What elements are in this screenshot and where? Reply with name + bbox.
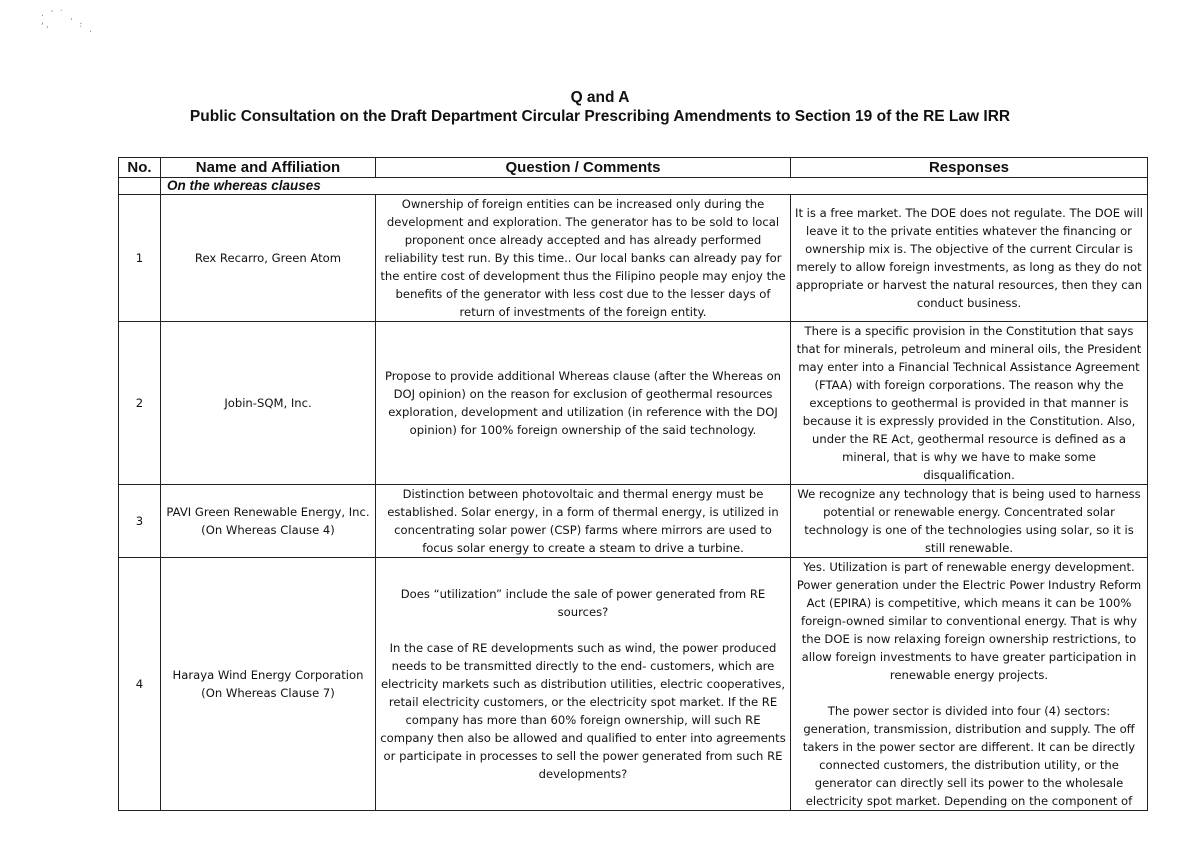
question-text: Propose to provide additional Whereas clause (after the Whereas on DOJ opinion) on the reason for exclusion of geothermal resources exploration, development and utilization (in reference with the DOJ opinion) for 100% foreign ownership of the said technology. xyxy=(384,369,782,437)
row-number: 4 xyxy=(119,558,161,811)
row-question xyxy=(376,485,791,558)
row-response xyxy=(791,485,1148,558)
table-row xyxy=(119,195,1148,322)
response-text: We recognize any technology that is being used to harness potential or renewable energy. Concentrated solar technology is one of the technologies using solar, so it is still renewable. xyxy=(797,487,1141,555)
row-number: 2 xyxy=(119,322,161,485)
col-header-responses: Responses xyxy=(791,158,1148,178)
row-number: 3 xyxy=(119,485,161,558)
row-question xyxy=(376,322,791,485)
section-label: On the whereas clauses xyxy=(161,178,1148,195)
row-question xyxy=(376,558,791,811)
row-response xyxy=(791,558,1148,811)
row-response xyxy=(791,322,1148,485)
document-subtitle: Public Consultation on the Draft Department Circular Prescribing Amendments to Section 19 of the RE Law IRR xyxy=(189,108,1011,125)
table-header-row xyxy=(119,158,1148,178)
response-text: It is a free market. The DOE does not regulate. The DOE will leave it to the private entities whatever the financing or ownership mix is. The objective of the current Circular is merely to allow foreign investments, as long as they do not appropriate or harvest the natural resources, then they can conduct business. xyxy=(795,206,1143,310)
response-text: There is a specific provision in the Constitution that says that for minerals, petroleum and mineral oils, the President may enter into a Financial Technical Assistance Agreement (FTAA) with foreign corporations. The reason why the exceptions to geothermal is provided in that manner is because it is expressly provided in the Constitution. Also, under the RE Act, geothermal resource is defined as a mineral, that is why we have to make some disqualification. xyxy=(796,324,1142,482)
question-text: Does “utilization” include the sale of power generated from RE sources? xyxy=(400,587,766,619)
table-row xyxy=(119,558,1148,811)
question-text: Ownership of foreign entities can be increased only during the development and exploration. The generator has to be sold to local proponent once already accepted and has already performed reliability test run. By this time.. Our local banks can already pay for the entire cost of development thus the Filipino people may enjoy the benefits of the generator with less cost due to the lesser days of return of investments of the foreign entity. xyxy=(380,197,786,319)
col-header-no: No. xyxy=(119,158,161,178)
question-text: In the case of RE developments such as wind, the power produced needs to be transmitted directly to the end- customers, which are electricity markets such as distribution utilities, electric cooperatives, retail electricity customers, or the electricity spot market. If the RE company has more than 60% foreign ownership, will such RE company then also be allowed and qualified to enter into agreements or participate in processes to sell the power generated from such RE developments? xyxy=(380,641,786,781)
row-name: Haraya Wind Energy Corporation (On Whereas Clause 7) xyxy=(161,558,376,811)
response-text: The power sector is divided into four (4) sectors: generation, transmission, distribution and supply. The off takers in the power sector are different. It can be directly connected customers, the distribution utility, or the generator can directly sell its power to the wholesale electricity spot market. Depending on the component of xyxy=(802,704,1136,808)
row-name: Jobin-SQM, Inc. xyxy=(161,322,376,485)
row-name: Rex Recarro, Green Atom xyxy=(161,195,376,322)
row-number: 1 xyxy=(119,195,161,322)
row-question xyxy=(376,195,791,322)
row-response xyxy=(791,195,1148,322)
question-text: Distinction between photovoltaic and thermal energy must be established. Solar energy, in a form of thermal energy, is utilized in concentrating solar power (CSP) farms where mirrors are used to focus solar energy to create a steam to drive a turbine. xyxy=(387,487,779,555)
row-name: PAVI Green Renewable Energy, Inc. (On Whereas Clause 4) xyxy=(161,485,376,558)
section-row xyxy=(119,178,1148,195)
qa-table xyxy=(118,157,1148,811)
response-text: Yes. Utilization is part of renewable energy development. Power generation under the Electric Power Industry Reform Act (EPIRA) is competitive, which means it can be 100% foreign-owned similar to conventional energy. That is why the DOE is now relaxing foreign ownership restrictions, to allow foreign investments to have greater participation in renewable energy projects. xyxy=(796,560,1142,682)
col-header-question: Question / Comments xyxy=(376,158,791,178)
scan-specks: . ' ` , ' . ' ` . xyxy=(40,9,93,34)
paragraph-gap xyxy=(380,621,786,639)
table-row xyxy=(119,485,1148,558)
section-spacer xyxy=(119,178,161,195)
table-row xyxy=(119,322,1148,485)
col-header-name: Name and Affiliation xyxy=(161,158,376,178)
paragraph-gap xyxy=(795,684,1143,702)
document-title: Q and A xyxy=(570,89,630,106)
